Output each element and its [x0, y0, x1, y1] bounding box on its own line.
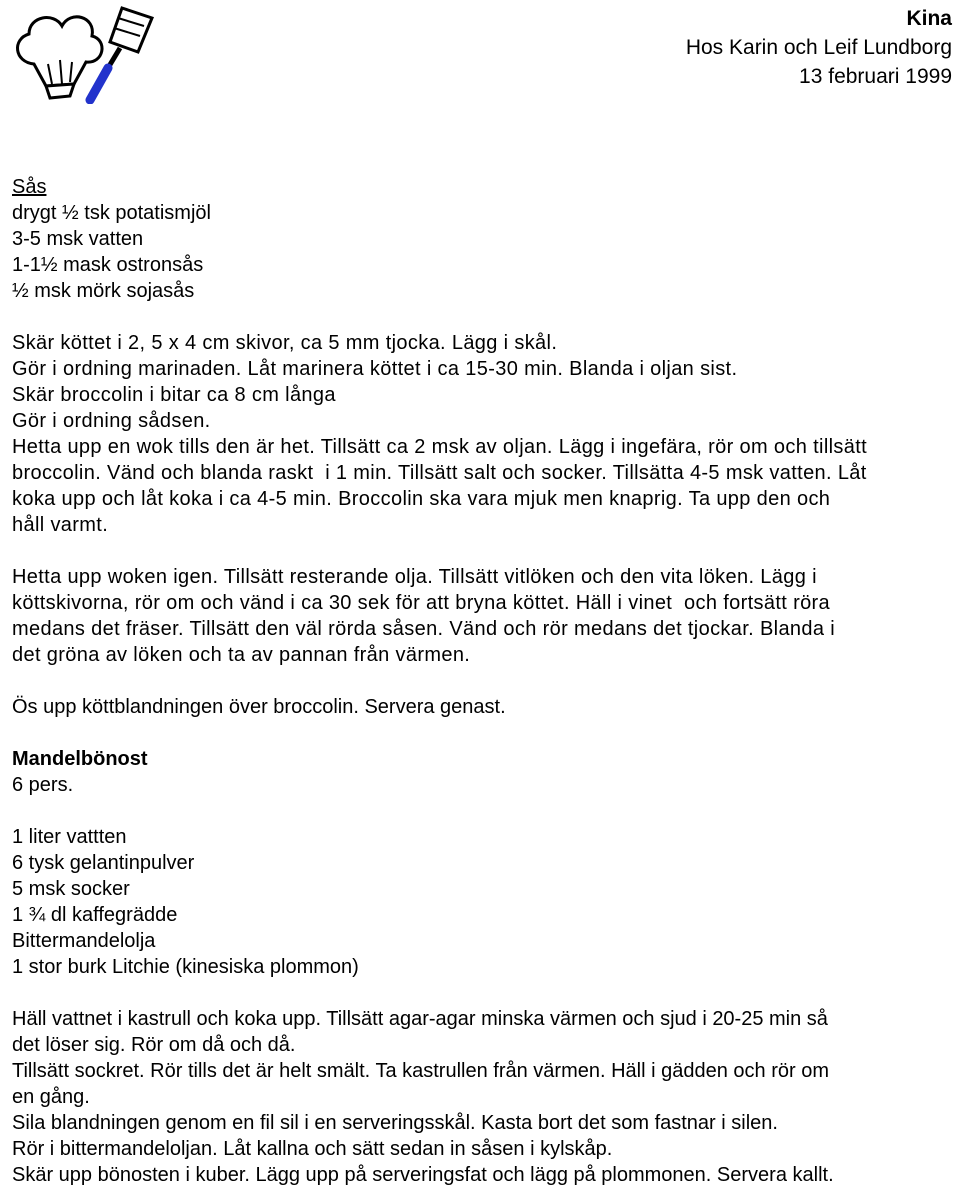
recipe-header	[686, 4, 952, 91]
dessert-ingredient: Bittermandelolja	[12, 930, 156, 952]
instruction-line: koka upp och låt koka i ca 4-5 min. Broccolin ska vara mjuk men knaprig. Ta upp den och	[12, 488, 831, 510]
dessert-step: Rör i bittermandeloljan. Låt kallna och sätt sedan in såsen i kylskåp.	[12, 1138, 613, 1160]
dessert-ingredient: 1 liter vattten	[12, 826, 127, 848]
instruction-line: Gör i ordning sådsen.	[12, 410, 211, 432]
recipe-title: Kina	[906, 7, 952, 30]
serve-line: Ös upp köttblandningen över broccolin. Servera genast.	[12, 696, 506, 718]
instruction-line: håll varmt.	[12, 514, 109, 536]
dessert-step: Häll vattnet i kastrull och koka upp. Tillsätt agar-agar minska värmen och sjud i 20-25 min så	[12, 1008, 828, 1030]
chef-hat-icon	[18, 17, 103, 86]
instruction-line: det gröna av löken och ta av pannan från värmen.	[12, 644, 471, 666]
dessert-heading: Mandelbönost	[12, 748, 148, 770]
chef-hat-utensils-logo	[4, 4, 164, 104]
dessert-ingredient: 1 ¾ dl kaffegrädde	[12, 904, 178, 926]
sauce-ingredient: drygt ½ tsk potatismjöl	[12, 202, 211, 224]
recipe-body	[12, 174, 957, 1188]
instruction-line: köttskivorna, rör om och vänd i ca 30 sek för att bryna köttet. Häll i vinet och fortsätt röra	[12, 592, 831, 614]
dessert-step: Tillsätt sockret. Rör tills det är helt smält. Ta kastrullen från värmen. Häll i gädden och rör om	[12, 1060, 829, 1082]
instruction-line: Gör i ordning marinaden. Låt marinera köttet i ca 15-30 min. Blanda i oljan sist.	[12, 358, 738, 380]
dessert-step: Skär upp bönosten i kuber. Lägg upp på serveringsfat och lägg på plommonen. Servera kallt.	[12, 1164, 834, 1186]
hosts-line: Hos Karin och Leif Lundborg	[685, 36, 952, 59]
sauce-ingredient: ½ msk mörk sojasås	[12, 280, 195, 302]
instruction-line: Hetta upp en wok tills den är het. Tillsätt ca 2 msk av oljan. Lägg i ingefära, rör om och tillsätt	[12, 436, 868, 458]
sauce-ingredient: 1-1½ mask ostronsås	[12, 254, 204, 276]
dessert-step: en gång.	[12, 1086, 90, 1108]
dessert-servings: 6 pers.	[12, 774, 74, 796]
date-line: 13 februari 1999	[799, 65, 952, 88]
instruction-line: Skär broccolin i bitar ca 8 cm långa	[12, 384, 336, 406]
instruction-line: Hetta upp woken igen. Tillsätt resterande olja. Tillsätt vitlöken och den vita löken. Lägg i	[12, 566, 817, 588]
instruction-line: broccolin. Vänd och blanda raskt i 1 min. Tillsätt salt och socker. Tillsätta 4-5 msk vatten. Låt	[12, 462, 867, 484]
instruction-line: Skär köttet i 2, 5 x 4 cm skivor, ca 5 mm tjocka. Lägg i skål.	[12, 332, 558, 354]
instruction-line: medans det fräser. Tillsätt den väl rörda såsen. Vänd och rör medans det tjockar. Blanda i	[12, 618, 836, 640]
sauce-heading: Sås	[12, 176, 47, 198]
dessert-step: det löser sig. Rör om då och då.	[12, 1034, 296, 1056]
sauce-ingredient: 3-5 msk vatten	[12, 228, 144, 250]
dessert-ingredient: 1 stor burk Litchie (kinesiska plommon)	[12, 956, 359, 978]
dessert-ingredient: 6 tysk gelantinpulver	[12, 852, 195, 874]
dessert-ingredient: 5 msk socker	[12, 878, 130, 900]
dessert-step: Sila blandningen genom en fil sil i en serveringsskål. Kasta bort det som fastnar i silen.	[12, 1112, 778, 1134]
